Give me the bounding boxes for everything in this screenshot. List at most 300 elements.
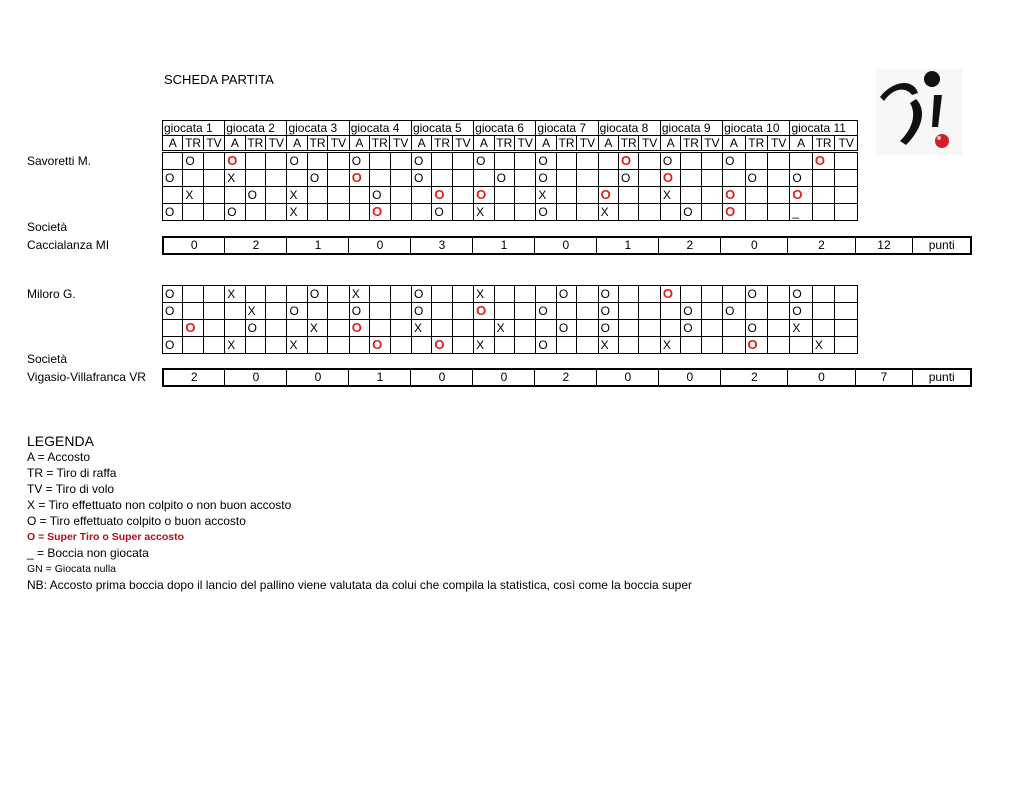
shot-cell: X [598,337,618,354]
shot-cell [266,337,287,354]
game-score: 0 [349,237,411,254]
shot-cell [307,187,327,204]
shot-cell [411,187,431,204]
shot-type-header: TR [183,136,203,151]
shot-cell [245,337,265,354]
super-shot-mark: O [185,320,196,335]
shot-cell [266,204,287,221]
shot-cell [639,320,660,337]
shot-cell [494,204,514,221]
shot-type-header: TR [370,136,390,151]
shot-cell [183,286,203,303]
shot-cell: O [681,204,701,221]
shot-cell [452,187,473,204]
shot-cell: O [598,320,618,337]
shot-type-header: TR [307,136,327,151]
boccia-row [163,286,858,303]
shot-cell [328,204,349,221]
shot-cell: O [349,153,369,170]
game-header: giocata 4 [349,121,411,136]
shot-cell [723,170,745,187]
shot-cell [432,337,452,354]
shot-cell [287,286,307,303]
shot-cell [390,187,411,204]
super-shot-mark: O [814,153,825,168]
shot-cell [577,286,598,303]
society-name: Caccialanza MI [27,238,110,252]
game-header: giocata 6 [474,121,536,136]
shot-type-header: A [536,136,556,151]
shot-type-header: TV [390,136,411,151]
shot-cell: X [307,320,327,337]
legend-item: GN = Giocata nulla [27,563,117,575]
shot-cell [577,153,598,170]
game-score: 1 [287,237,349,254]
shot-cell [767,204,789,221]
shot-cell [494,286,514,303]
shot-cell: X [225,337,245,354]
shot-cell [598,170,618,187]
shot-cell [767,337,789,354]
shot-cell [163,153,183,170]
shot-cell: O [745,170,767,187]
game-header: giocata 8 [598,121,660,136]
game-header: giocata 11 [790,121,858,136]
shot-cell [639,170,660,187]
shot-cell [812,187,834,204]
shot-cell: O [349,303,369,320]
shot-cell: X [660,337,680,354]
game-score: 0 [659,369,721,386]
boccia-row [163,303,858,320]
shot-cell [370,320,390,337]
shot-cell [745,153,767,170]
society-label: Società [27,220,68,234]
legend-item: _ = Boccia non giocata [27,546,149,560]
shot-cell [307,153,327,170]
shot-cell [701,337,722,354]
shot-cell [701,187,722,204]
shot-cell: X [287,337,307,354]
super-shot-mark: O [747,337,758,352]
shot-cell: X [598,204,618,221]
shot-cell [681,170,701,187]
shot-type-header: TR [681,136,701,151]
shot-cell [203,170,224,187]
shot-cell [328,303,349,320]
shot-cell [452,303,473,320]
shot-cell: X [411,320,431,337]
shot-cell [390,337,411,354]
super-shot-mark: O [434,187,445,202]
super-shot-mark: O [351,170,362,185]
shot-cell [307,204,327,221]
shot-cell [619,153,639,170]
shot-cell [163,320,183,337]
shot-cell [790,153,812,170]
points-label: punti [913,369,971,386]
shot-cell [245,170,265,187]
shot-cell [225,153,245,170]
shot-cell: X [225,170,245,187]
shot-cell [390,204,411,221]
shot-cell: O [598,286,618,303]
shot-cell [514,170,535,187]
boccia-row [163,170,858,187]
game-header: giocata 3 [287,121,349,136]
society-label: Società [27,352,68,366]
shots-grid [162,152,858,221]
shot-cell: O [660,153,680,170]
shot-cell [494,187,514,204]
score-row [162,368,972,387]
shot-cell [577,204,598,221]
shot-type-header: A [287,136,307,151]
shot-cell: X [349,286,369,303]
shot-cell [790,337,812,354]
shot-cell [349,204,369,221]
shot-cell [812,204,834,221]
shot-cell [701,320,722,337]
shot-cell: O [307,286,327,303]
shot-cell [701,303,722,320]
shot-cell [556,204,576,221]
shot-cell: X [474,204,494,221]
shot-cell: O [681,303,701,320]
shot-cell [370,204,390,221]
shot-cell [619,286,639,303]
shot-type-header: TV [577,136,598,151]
super-shot-mark: O [725,204,736,219]
shot-cell [639,303,660,320]
shot-cell [245,286,265,303]
shot-cell: O [225,204,245,221]
super-shot-mark: O [476,303,487,318]
shot-cell: X [494,320,514,337]
super-shot-mark: O [662,170,673,185]
shot-cell [619,320,639,337]
shot-cell [245,153,265,170]
shot-cell [183,337,203,354]
shot-cell: O [790,170,812,187]
shot-cell [203,204,224,221]
shot-cell [745,187,767,204]
shot-cell [328,170,349,187]
super-shot-mark: O [792,187,803,202]
shot-cell [639,337,660,354]
shot-cell [639,187,660,204]
shot-cell: _ [790,204,812,221]
shot-cell [660,303,680,320]
shot-cell: X [245,303,265,320]
shot-cell [514,337,535,354]
shot-cell: O [790,303,812,320]
shot-cell [370,170,390,187]
shot-type-header: A [411,136,431,151]
shot-cell [639,286,660,303]
legend-title: LEGENDA [27,433,94,449]
shot-cell: O [556,286,576,303]
game-score: 2 [225,237,287,254]
shot-cell [203,153,224,170]
shot-cell: O [745,286,767,303]
shot-type-header: TV [328,136,349,151]
shot-cell: O [163,170,183,187]
shot-cell [183,303,203,320]
shot-cell [307,303,327,320]
shot-cell [266,153,287,170]
shot-cell [370,286,390,303]
game-score: 0 [535,237,597,254]
super-shot-mark: O [372,337,383,352]
shot-cell [266,320,287,337]
shots-grid [162,285,858,354]
shot-cell [203,286,224,303]
shot-cell [723,337,745,354]
shot-cell [390,170,411,187]
super-shot-mark: O [621,153,632,168]
shot-cell [328,320,349,337]
shot-cell: O [287,303,307,320]
shot-cell [577,303,598,320]
legend-note: NB: Accosto prima boccia dopo il lancio del pallino viene valutata da colui che compila la statistica, così come la boccia super [27,578,693,592]
shot-cell: X [287,187,307,204]
shot-type-header: A [474,136,494,151]
game-score: 0 [163,237,225,254]
shot-cell: X [474,337,494,354]
shot-cell [390,153,411,170]
shot-cell [660,170,680,187]
shot-cell: O [556,320,576,337]
shot-cell: O [245,320,265,337]
shot-type-header: A [723,136,745,151]
shot-cell [225,187,245,204]
game-score: 1 [349,369,411,386]
shot-cell [835,303,858,320]
shot-cell: O [432,204,452,221]
game-score: 2 [535,369,597,386]
shot-cell [494,153,514,170]
shot-cell [577,170,598,187]
shot-cell [349,187,369,204]
shot-cell [745,303,767,320]
game-score: 0 [721,237,788,254]
shot-cell [835,187,858,204]
shot-cell [163,187,183,204]
shot-type-header: TV [701,136,722,151]
shot-cell [328,187,349,204]
shot-cell [701,286,722,303]
shot-cell [514,204,535,221]
shot-cell [536,286,556,303]
shot-cell: O [163,204,183,221]
shot-cell: O [411,286,431,303]
super-shot-mark: O [600,187,611,202]
shot-cell [390,320,411,337]
game-score: 2 [659,237,721,254]
shot-cell [619,187,639,204]
shot-cell [514,187,535,204]
shot-cell [556,187,576,204]
shot-cell [536,320,556,337]
page-title: SCHEDA PARTITA [164,72,274,87]
shot-cell [598,153,618,170]
shot-type-header: TV [452,136,473,151]
game-score: 2 [788,237,855,254]
shot-cell [494,337,514,354]
shot-cell [812,320,834,337]
shot-cell [266,187,287,204]
boccia-row [163,337,858,354]
score-row [162,236,972,255]
shot-cell [266,286,287,303]
shot-cell [494,303,514,320]
shot-cell [452,286,473,303]
shot-cell [225,320,245,337]
shot-type-header: A [790,136,812,151]
shot-type-header: TR [745,136,767,151]
shot-type-header: A [163,136,183,151]
shot-cell [660,320,680,337]
shot-cell: X [225,286,245,303]
shot-cell [287,170,307,187]
boccia-row [163,187,858,204]
game-header: giocata 7 [536,121,598,136]
shot-cell [767,286,789,303]
shot-cell: O [723,303,745,320]
shot-cell [660,286,680,303]
shot-cell [619,337,639,354]
game-header: giocata 5 [411,121,473,136]
shot-type-header: TV [514,136,535,151]
shot-cell [556,303,576,320]
shot-cell: O [681,320,701,337]
shot-cell: O [494,170,514,187]
shot-cell [681,153,701,170]
shot-cell [577,187,598,204]
shot-cell [203,303,224,320]
shot-cell [577,320,598,337]
shot-cell: O [163,303,183,320]
shot-cell [390,286,411,303]
shot-cell: X [474,286,494,303]
shot-cell [767,303,789,320]
shot-cell [452,337,473,354]
shot-cell [598,187,618,204]
shot-type-header: TV [835,136,858,151]
legend [27,433,692,593]
shot-cell [660,204,680,221]
shot-cell: X [660,187,680,204]
legend-item: O = Tiro effettuato colpito o buon accosto [27,514,246,528]
shot-cell: O [163,337,183,354]
shot-cell: O [598,303,618,320]
shot-cell [245,204,265,221]
shot-type-header: A [225,136,245,151]
shot-cell: X [536,187,556,204]
shot-cell [812,153,834,170]
shot-cell [452,204,473,221]
boccia-row [163,204,858,221]
shot-cell [835,153,858,170]
shot-cell [225,303,245,320]
shot-cell [390,303,411,320]
shot-cell: O [411,153,431,170]
shot-cell [767,170,789,187]
shot-type-header: TV [266,136,287,151]
game-score: 0 [411,369,473,386]
shot-cell [349,320,369,337]
shot-cell [619,204,639,221]
shot-cell [411,204,431,221]
game-score: 1 [473,237,535,254]
game-header: giocata 10 [723,121,790,136]
shot-cell [349,170,369,187]
shot-cell [432,320,452,337]
shot-cell [474,303,494,320]
shot-cell [619,303,639,320]
shot-cell: O [790,286,812,303]
shot-cell [411,337,431,354]
games-header [162,120,858,151]
shot-type-header: TV [767,136,789,151]
super-shot-mark: O [725,187,736,202]
total-score: 12 [855,237,913,254]
shot-cell [183,320,203,337]
shot-cell: O [536,170,556,187]
shot-cell [835,320,858,337]
shot-cell [432,153,452,170]
game-score: 0 [225,369,287,386]
shot-cell [681,286,701,303]
shot-cell: O [536,303,556,320]
shot-cell [701,153,722,170]
shot-cell: X [287,204,307,221]
shot-cell: X [183,187,203,204]
legend-item: TV = Tiro di volo [27,482,115,496]
shot-cell [639,204,660,221]
shot-cell [514,303,535,320]
shot-cell [835,286,858,303]
shot-cell [681,187,701,204]
shot-cell [639,153,660,170]
shot-cell [681,337,701,354]
shot-cell [835,170,858,187]
shot-cell [745,337,767,354]
shot-cell [767,153,789,170]
shot-cell [835,337,858,354]
shot-cell [812,303,834,320]
super-shot-mark: O [662,286,673,301]
shot-cell [745,204,767,221]
shot-cell [474,187,494,204]
shot-cell: O [536,153,556,170]
shot-cell [701,204,722,221]
shot-cell: O [183,153,203,170]
shot-cell [432,303,452,320]
legend-item: TR = Tiro di raffa [27,466,117,480]
shot-cell [287,320,307,337]
shot-cell [266,303,287,320]
shot-type-header: A [660,136,680,151]
shot-cell [835,204,858,221]
shot-cell [723,286,745,303]
super-shot-mark: O [227,153,238,168]
shot-cell [790,187,812,204]
shot-cell [328,286,349,303]
game-header: giocata 2 [225,121,287,136]
game-score: 3 [411,237,473,254]
